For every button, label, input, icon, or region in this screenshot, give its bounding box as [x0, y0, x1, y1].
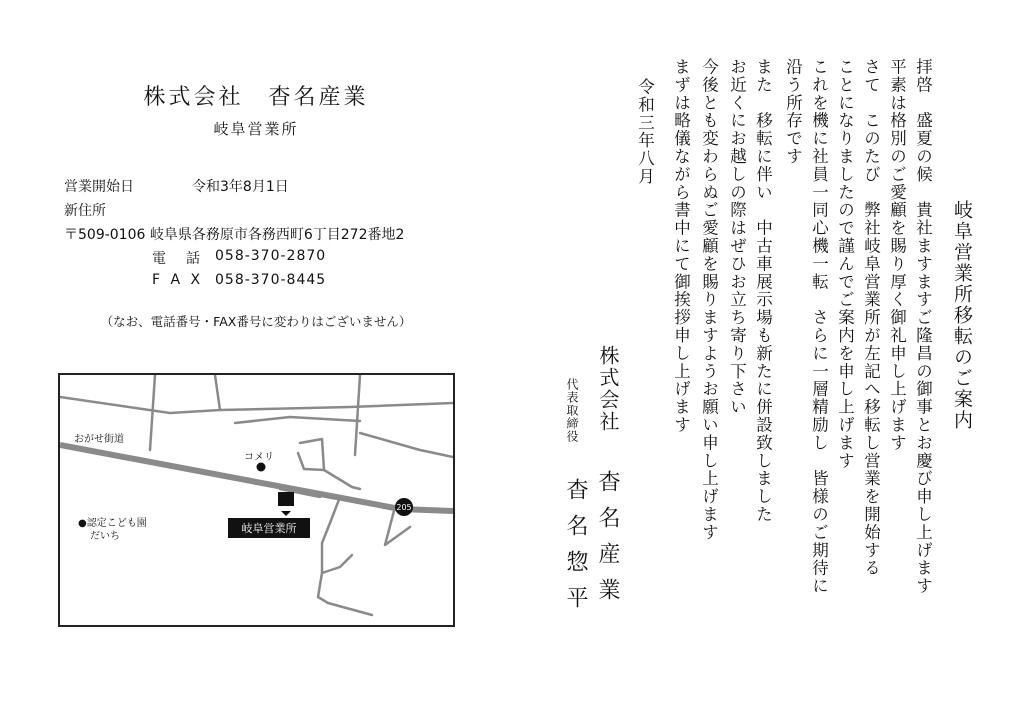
tel-label: 電 話	[152, 251, 203, 267]
letter-line-7: また 移転に伴い 中古車展示場も新たに併設致しました	[753, 58, 773, 524]
tel-value: 058-370-2870	[215, 248, 327, 264]
road-vertical-left	[150, 375, 155, 450]
location-map	[58, 373, 455, 627]
letter-line-4: ことになりましたので謹んでご案内を申し上げます	[835, 58, 855, 470]
letter-line-10: まずは略儀ながら書中にて御挨拶申し上げます	[671, 58, 691, 434]
letter-line-2: 平素は格別のご愛顧を賜り厚く御礼申し上げます	[887, 58, 907, 452]
branch-subtitle: 岐阜営業所	[213, 120, 299, 138]
road-vertical-right	[355, 375, 360, 455]
road-east	[360, 433, 453, 457]
sender-role: 代表取締役	[565, 378, 579, 443]
sender-company-prefix: 株式会社	[596, 345, 620, 433]
road-loop-2	[324, 470, 360, 489]
road-loop	[298, 439, 324, 470]
route-number: 205	[396, 503, 412, 512]
fax-value: 058-370-8445	[215, 272, 327, 288]
company-title: 株式会社 杳名産業	[143, 85, 369, 110]
pointer-icon	[281, 511, 291, 516]
sender-company-name: 杳名産業	[595, 470, 620, 614]
map-graphic	[60, 375, 453, 625]
komeri-marker	[257, 463, 266, 472]
letter-line-9: 今後とも変わらぬご愛顧を賜りますようお願い申し上げます	[699, 58, 719, 542]
postal-address: 〒509-0106 岐阜県各務原市各務西町6丁目272番地2	[64, 227, 405, 243]
road-mid	[235, 417, 360, 423]
kindergarten-label-2: だいち	[90, 531, 120, 542]
fax-label: F A X	[152, 272, 204, 288]
road-south-curve	[318, 497, 372, 615]
road-north	[60, 397, 453, 413]
start-date-label: 営業開始日	[64, 179, 134, 195]
road-label: おがせ街道	[74, 434, 124, 445]
office-marker	[278, 492, 294, 506]
road-south-branch	[322, 555, 352, 573]
komeri-label: コメリ	[244, 452, 274, 463]
new-address-label: 新住所	[64, 203, 106, 219]
letter-line-3: さて このたび 弊社岐阜営業所が左記へ移転し営業を開始する	[861, 58, 881, 578]
letter-date: 令和三年八月	[635, 78, 655, 186]
letter-line-1: 拝啓 盛夏の候 貴社ますますご隆昌の御事とお慶び申し上げます	[913, 58, 933, 595]
start-date-value: 令和3年8月1日	[192, 179, 289, 195]
office-label: 岐阜営業所	[241, 522, 297, 535]
letter-line-6: 沿う所存です	[783, 58, 803, 166]
phone-note: （なお、電話番号・FAX番号に変わりはございません）	[100, 314, 412, 329]
kindergarten-label: ●認定こども園	[78, 518, 147, 529]
road-vertical-center	[215, 375, 220, 410]
letter-line-8: お近くにお越しの際はぜひお立ち寄り下さい	[727, 58, 747, 416]
sender-name: 杳名惣平	[563, 478, 588, 622]
letter-line-5: これを機に社員一同心機一転 さらに一層精励し 皆様のご期待に	[809, 58, 829, 595]
letter-title: 岐阜営業所移転のご案内	[951, 200, 973, 431]
